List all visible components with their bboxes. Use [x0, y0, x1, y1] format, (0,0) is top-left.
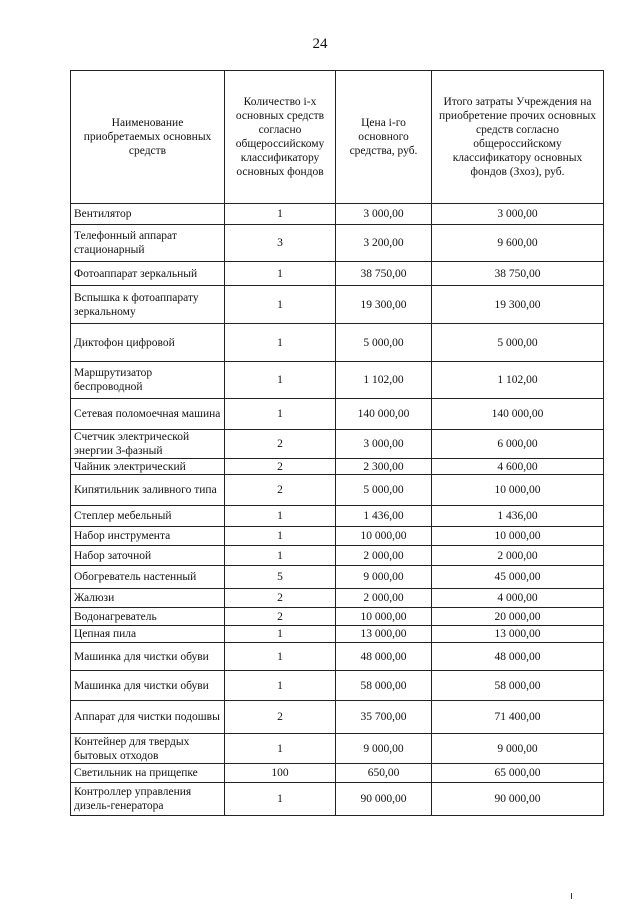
- table-row: [71, 589, 604, 608]
- price-cell: 140 000,00: [336, 399, 432, 430]
- item-name-cell: Степлер мебельный: [71, 506, 225, 527]
- item-name-cell: Машинка для чистки обуви: [71, 671, 225, 701]
- item-name-cell: Аппарат для чистки подошвы: [71, 701, 225, 734]
- quantity-cell: 1: [225, 671, 336, 701]
- price-cell: 650,00: [336, 764, 432, 783]
- item-name-cell: Маршрутизатор беспроводной: [71, 362, 225, 399]
- total-cell: 6 000,00: [432, 430, 604, 459]
- price-cell: 58 000,00: [336, 671, 432, 701]
- quantity-cell: 1: [225, 626, 336, 643]
- quantity-cell: 2: [225, 430, 336, 459]
- total-cell: 19 300,00: [432, 286, 604, 324]
- price-cell: 3 200,00: [336, 225, 432, 262]
- quantity-cell: 1: [225, 324, 336, 362]
- total-cell: 10 000,00: [432, 475, 604, 506]
- page-number: 24: [312, 36, 328, 52]
- table-row: [71, 262, 604, 286]
- table-row: [71, 626, 604, 643]
- item-name-cell: Фотоаппарат зеркальный: [71, 262, 225, 286]
- quantity-cell: 100: [225, 764, 336, 783]
- price-cell: 1 102,00: [336, 362, 432, 399]
- quantity-cell: 1: [225, 643, 336, 671]
- table-row: [71, 324, 604, 362]
- price-cell: 9 000,00: [336, 566, 432, 589]
- table-row: [71, 608, 604, 626]
- price-cell: 1 436,00: [336, 506, 432, 527]
- total-cell: 140 000,00: [432, 399, 604, 430]
- table-row: [71, 204, 604, 225]
- item-name-cell: Вентилятор: [71, 204, 225, 225]
- table-body: [71, 204, 604, 816]
- total-cell: 5 000,00: [432, 324, 604, 362]
- quantity-cell: 2: [225, 459, 336, 475]
- table-row: [71, 506, 604, 527]
- total-cell: 58 000,00: [432, 671, 604, 701]
- header-total: Итого затраты Учреждения на приобретение прочих основных средств согласно общероссийскому классификатору основных фондов (Зхоз), руб.: [432, 71, 604, 204]
- price-cell: 35 700,00: [336, 701, 432, 734]
- table-row: [71, 430, 604, 459]
- quantity-cell: 1: [225, 546, 336, 566]
- item-name-cell: Водонагреватель: [71, 608, 225, 626]
- price-cell: 2 000,00: [336, 546, 432, 566]
- quantity-cell: 2: [225, 608, 336, 626]
- total-cell: 38 750,00: [432, 262, 604, 286]
- table-row: [71, 701, 604, 734]
- quantity-cell: 1: [225, 262, 336, 286]
- table-row: [71, 362, 604, 399]
- item-name-cell: Вспышка к фотоаппарату зеркальному: [71, 286, 225, 324]
- item-name-cell: Обогреватель настенный: [71, 566, 225, 589]
- price-cell: 90 000,00: [336, 783, 432, 816]
- item-name-cell: Телефонный аппарат стационарный: [71, 225, 225, 262]
- total-cell: 48 000,00: [432, 643, 604, 671]
- quantity-cell: 2: [225, 589, 336, 608]
- quantity-cell: 1: [225, 783, 336, 816]
- total-cell: 10 000,00: [432, 527, 604, 546]
- total-cell: 3 000,00: [432, 204, 604, 225]
- price-cell: 3 000,00: [336, 430, 432, 459]
- quantity-cell: 1: [225, 506, 336, 527]
- item-name-cell: Набор инструмента: [71, 527, 225, 546]
- item-name-cell: Контроллер управления дизель-генератора: [71, 783, 225, 816]
- table-row: [71, 566, 604, 589]
- table-row: [71, 286, 604, 324]
- quantity-cell: 1: [225, 286, 336, 324]
- item-name-cell: Диктофон цифровой: [71, 324, 225, 362]
- total-cell: 13 000,00: [432, 626, 604, 643]
- total-cell: 90 000,00: [432, 783, 604, 816]
- price-cell: 10 000,00: [336, 527, 432, 546]
- quantity-cell: 3: [225, 225, 336, 262]
- price-cell: 3 000,00: [336, 204, 432, 225]
- item-name-cell: Контейнер для твердых бытовых отходов: [71, 734, 225, 764]
- price-cell: 38 750,00: [336, 262, 432, 286]
- price-cell: 48 000,00: [336, 643, 432, 671]
- table-header: [71, 71, 604, 204]
- total-cell: 9 600,00: [432, 225, 604, 262]
- price-cell: 9 000,00: [336, 734, 432, 764]
- table-row: [71, 399, 604, 430]
- total-cell: 71 400,00: [432, 701, 604, 734]
- quantity-cell: 1: [225, 527, 336, 546]
- item-name-cell: Набор заточной: [71, 546, 225, 566]
- item-name-cell: Машинка для чистки обуви: [71, 643, 225, 671]
- quantity-cell: 5: [225, 566, 336, 589]
- price-cell: 5 000,00: [336, 324, 432, 362]
- price-cell: 13 000,00: [336, 626, 432, 643]
- table-row: [71, 783, 604, 816]
- total-cell: 45 000,00: [432, 566, 604, 589]
- table-row: [71, 225, 604, 262]
- item-name-cell: Кипятильник заливного типа: [71, 475, 225, 506]
- total-cell: 4 600,00: [432, 459, 604, 475]
- price-cell: 19 300,00: [336, 286, 432, 324]
- total-cell: 1 436,00: [432, 506, 604, 527]
- price-cell: 5 000,00: [336, 475, 432, 506]
- header-name: Наименование приобретаемых основных средств: [71, 71, 225, 204]
- total-cell: 9 000,00: [432, 734, 604, 764]
- table-row: [71, 459, 604, 475]
- table-row: [71, 546, 604, 566]
- table-row: [71, 764, 604, 783]
- scan-mark: [571, 893, 572, 899]
- total-cell: 20 000,00: [432, 608, 604, 626]
- header-price: Цена i-го основного средства, руб.: [336, 71, 432, 204]
- price-cell: 10 000,00: [336, 608, 432, 626]
- table-row: [71, 475, 604, 506]
- quantity-cell: 2: [225, 701, 336, 734]
- quantity-cell: 1: [225, 399, 336, 430]
- table-row: [71, 734, 604, 764]
- quantity-cell: 1: [225, 204, 336, 225]
- total-cell: 2 000,00: [432, 546, 604, 566]
- item-name-cell: Жалюзи: [71, 589, 225, 608]
- header-row: [71, 71, 604, 204]
- item-name-cell: Сетевая поломоечная машина: [71, 399, 225, 430]
- item-name-cell: Чайник электрический: [71, 459, 225, 475]
- item-name-cell: Счетчик электрической энергии 3-фазный: [71, 430, 225, 459]
- quantity-cell: 1: [225, 734, 336, 764]
- fixed-assets-cost-table: [70, 70, 604, 816]
- price-cell: 2 300,00: [336, 459, 432, 475]
- price-cell: 2 000,00: [336, 589, 432, 608]
- quantity-cell: 2: [225, 475, 336, 506]
- table-row: [71, 643, 604, 671]
- total-cell: 4 000,00: [432, 589, 604, 608]
- total-cell: 1 102,00: [432, 362, 604, 399]
- total-cell: 65 000,00: [432, 764, 604, 783]
- item-name-cell: Светильник на прищепке: [71, 764, 225, 783]
- quantity-cell: 1: [225, 362, 336, 399]
- table-row: [71, 527, 604, 546]
- header-quantity: Количество i-х основных средств согласно общероссийскому классификатору основных фондов: [225, 71, 336, 204]
- table-row: [71, 671, 604, 701]
- item-name-cell: Цепная пила: [71, 626, 225, 643]
